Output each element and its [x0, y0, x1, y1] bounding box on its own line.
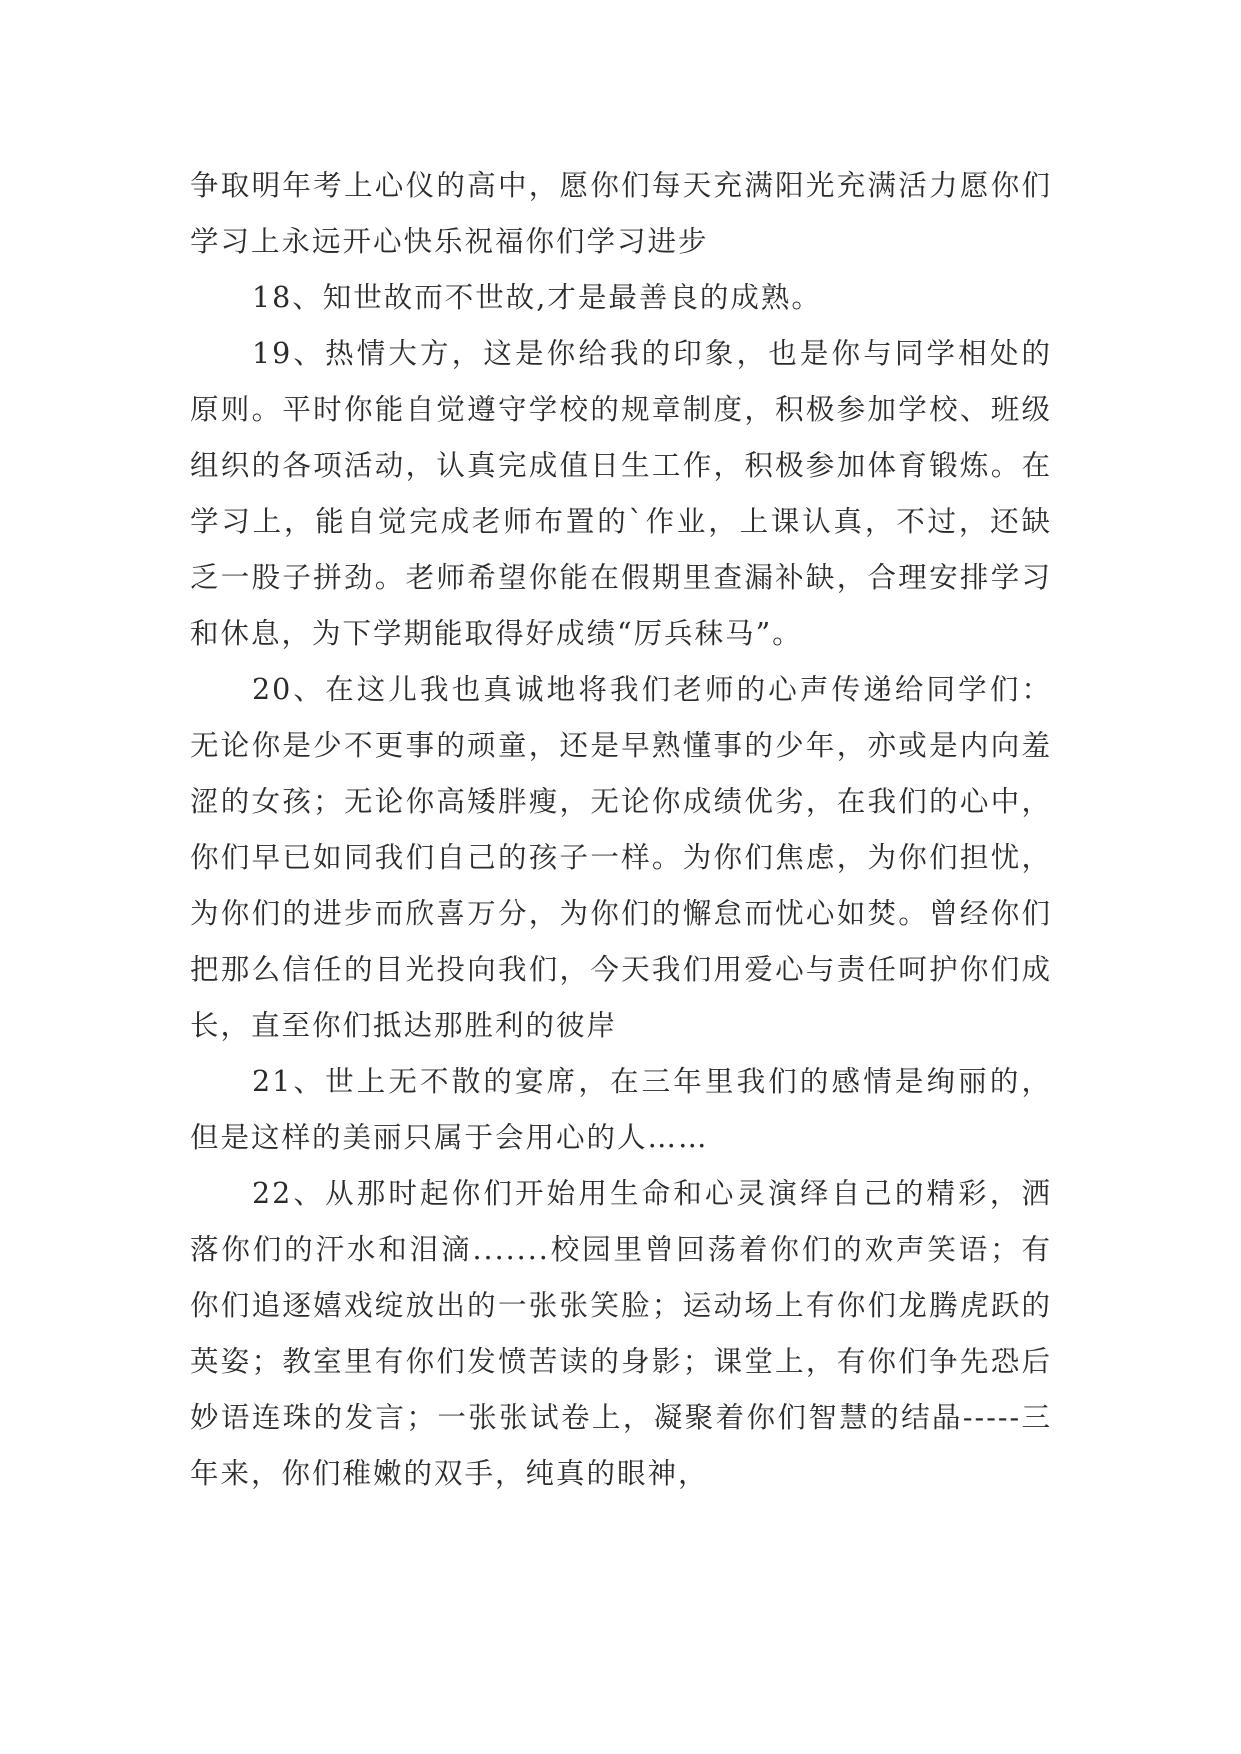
paragraph-continuation: 争取明年考上心仪的高中，愿你们每天充满阳光充满活力愿你们学习上永远开心快乐祝福你们学习进步 [190, 169, 1052, 258]
paragraph-item-20: 20、在这儿我也真诚地将我们老师的心声传递给同学们：无论你是少不更事的顽童，还是早熟懂事的少年，亦或是内向羞涩的女孩；无论你高矮胖瘦，无论你成绩优劣，在我们的心中，你们早已如同我们自己的孩子一样。为你们焦虑，为你们担忧，为你们的进步而欣喜万分，为你们的懈怠而忧心如焚。曾经你们把那么信任的目光投向我们，今天我们用爱心与责任呵护你们成长，直至你们抵达那胜利的彼岸 [190, 673, 1052, 1042]
paragraph-item-18: 18、知世故而不世故,才是最善良的成熟。 [252, 281, 822, 314]
paragraph-item-19: 19、热情大方，这是你给我的印象，也是你与同学相处的原则。平时你能自觉遵守学校的规章制度，积极参加学校、班级组织的各项活动，认真完成值日生工作，积极参加体育锻炼。在学习上，能自觉完成老师布置的`作业，上课认真，不过，还缺乏一股子拼劲。老师希望你能在假期里查漏补缺，合理安排学习和休息，为下学期能取得好成绩“厉兵秣马”。 [190, 337, 1052, 650]
paragraph-item-22: 22、从那时起你们开始用生命和心灵演绎自己的精彩，洒落你们的汗水和泪滴.......校园里曾回荡着你们的欢声笑语；有你们追逐嬉戏绽放出的一张张笑脸；运动场上有你们龙腾虎跃的英姿；教室里有你们发愤苦读的身影；课堂上，有你们争先恐后妙语连珠的发言；一张张试卷上，凝聚着你们智慧的结晶-----三年来，你们稚嫩的双手，纯真的眼神， [190, 1177, 1052, 1490]
document-body [190, 158, 1052, 1502]
paragraph-item-21: 21、世上无不散的宴席，在三年里我们的感情是绚丽的，但是这样的美丽只属于会用心的人…… [190, 1065, 1052, 1154]
